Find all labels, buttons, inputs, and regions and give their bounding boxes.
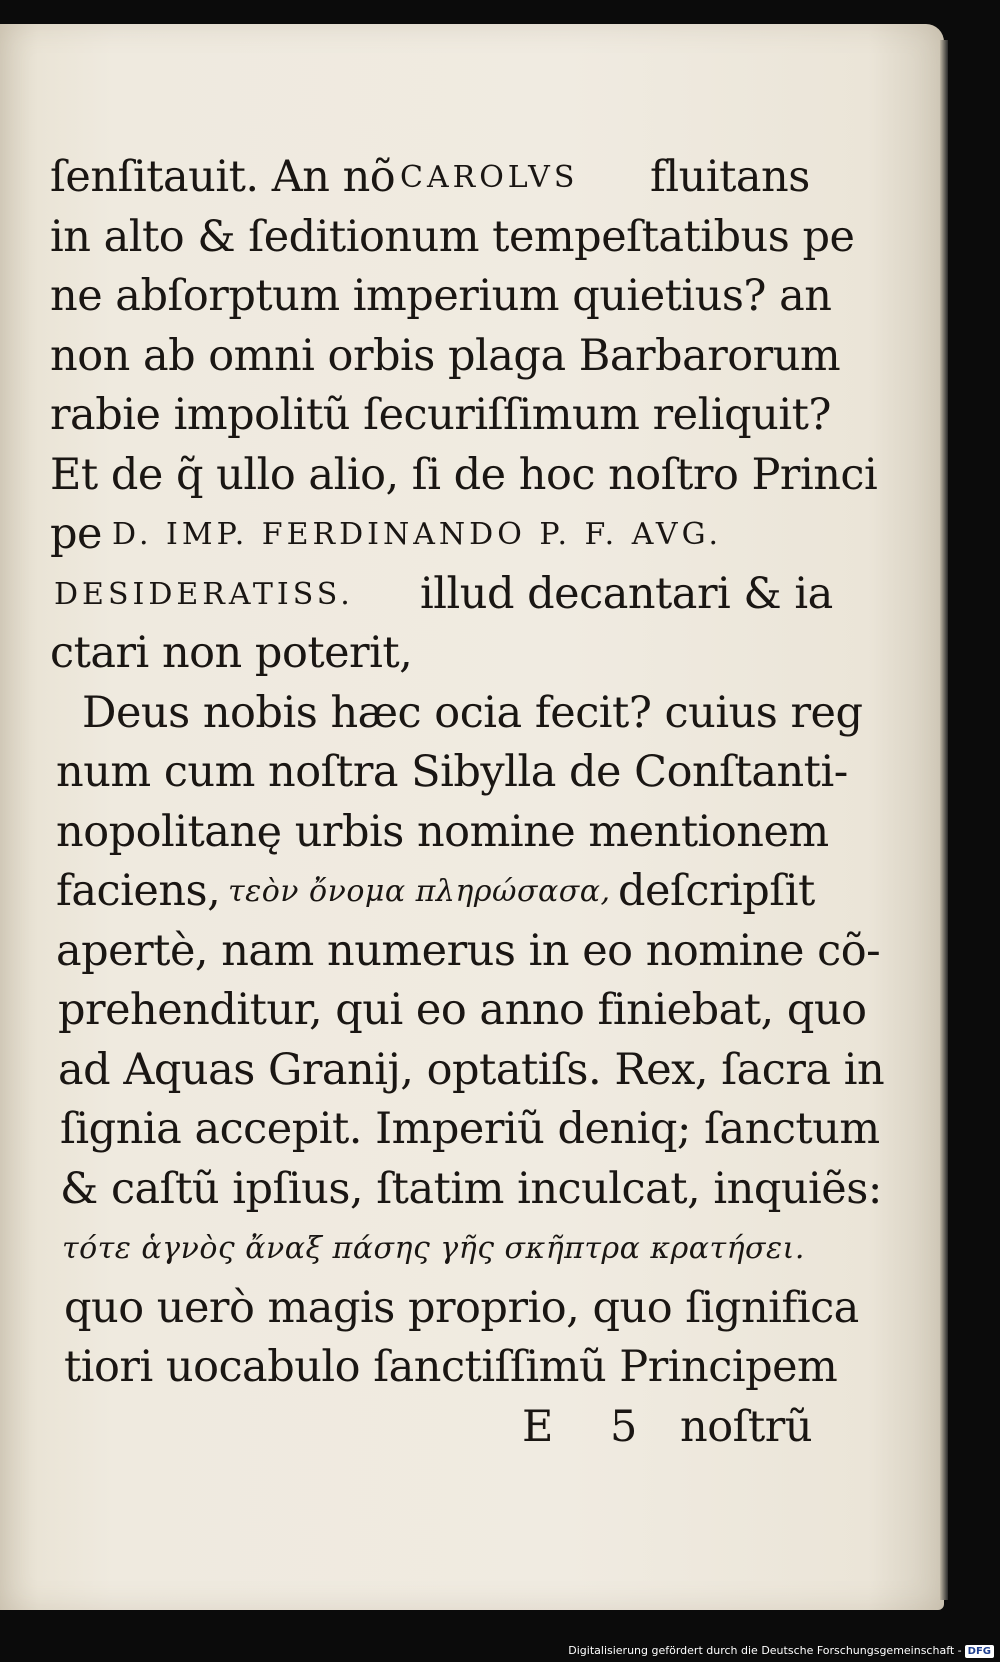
- text-line-15: prehenditur, qui eo anno finiebat, quo: [58, 985, 867, 1035]
- signature-number: 5: [610, 1401, 637, 1452]
- catchword: noſtrũ: [680, 1401, 813, 1452]
- text-line-20: quo uerò magis proprio, quo ſignifica: [64, 1282, 859, 1333]
- text-line-11: num cum noſtra Sibylla de Conſtanti-: [56, 747, 848, 797]
- text-line-12: nopolitanę urbis nomine mentionem: [56, 806, 829, 857]
- name-ferdinando: D. IMP. FERDINANDO P. F. AVG.: [112, 517, 723, 552]
- text-line-4: non ab omni orbis plaga Barbarorum: [50, 330, 841, 381]
- text-line-1: ſenſitauit. An nõ CAROLVS fluitans: [50, 148, 870, 208]
- greek-quotation-1: τεὸν ὄνομα πληρώσασα,: [228, 874, 611, 909]
- text-line-2: in alto & ſeditionum tempeſtatibus pe: [50, 211, 855, 262]
- text-line-13: faciens, τεὸν ὄνομα πληρώσασα, deſcripſit: [50, 862, 870, 922]
- text-line-8: DESIDERATISS. illud decantari & ia: [50, 565, 870, 625]
- page-text: [50, 148, 885, 1457]
- text-line-21: tiori uocabulo ſanctiſſimũ Principem: [64, 1342, 838, 1392]
- page-edge: [940, 40, 948, 1600]
- text-line-6: Et de q̃ ullo alio, ſi de hoc noſtro Princi: [50, 449, 878, 500]
- footer-line: [50, 1398, 870, 1458]
- text-line-19: [50, 1219, 870, 1279]
- text-line-14: apertè, nam numerus in eo nomine cõ-: [56, 925, 881, 976]
- text-line-17: ſignia accepit. Imperiũ deniq; ſanctum: [60, 1104, 880, 1154]
- text-line-5: rabie impolitũ ſecuriſſimum reliquit?: [50, 390, 831, 440]
- dfg-logo: DFG: [965, 1645, 994, 1658]
- text-line-18: & caſtũ ipſius, ſtatim inculcat, inquiẽs:: [60, 1163, 882, 1214]
- signature-mark: E: [522, 1401, 553, 1452]
- desideratiss: DESIDERATISS.: [54, 576, 354, 612]
- text-line-7: pe D. IMP. FERDINANDO P. F. AVG.: [50, 505, 870, 565]
- text-line-10: Deus nobis hæc ocia fecit? cuius reg: [82, 687, 863, 738]
- text-line-9: ctari non poterit,: [50, 628, 413, 678]
- digitization-credit: [568, 1644, 994, 1658]
- credit-text: Digitalisierung gefördert durch die Deutsche Forschungsgemeinschaft -: [568, 1644, 962, 1657]
- greek-quotation-2: τότε ἁγνὸς ἄναξ πάσης γῆς σκῆπτρα κρατήσει.: [62, 1231, 805, 1266]
- text-line-16: ad Aquas Granij, optatiſs. Rex, ſacra in: [58, 1044, 885, 1095]
- text-line-3: ne abſorptum imperium quietius? an: [50, 271, 832, 321]
- name-carolus: CAROLVS: [400, 160, 579, 195]
